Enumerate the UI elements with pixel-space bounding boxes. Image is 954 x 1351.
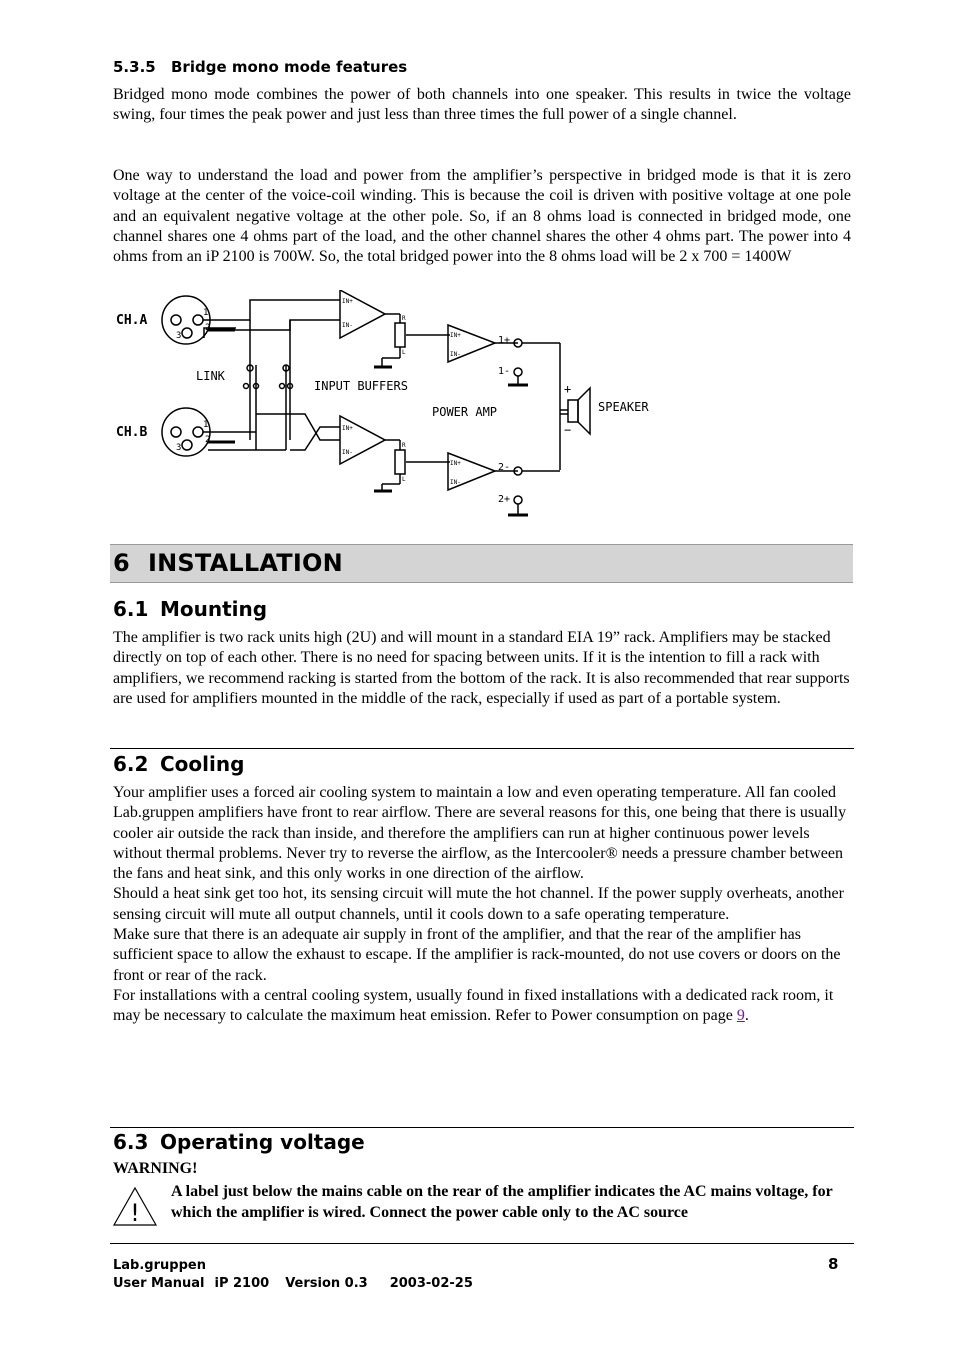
subsection-heading xyxy=(113,58,407,76)
chapter-number: 6 xyxy=(113,549,130,577)
volume-pot-b xyxy=(374,440,450,491)
output-1minus-label: 1- xyxy=(498,366,511,377)
link-label: LINK xyxy=(196,369,225,383)
cooling-paragraph-1: Your amplifier uses a forced air cooling system to maintain a low and even operating temperature. All fan cooled Lab.gruppen amplifiers have front to rear airflow. There are several reasons for this, one being that there is usually cooler air outside the rack than inside, and therefore the amplifiers can run at higher continuous power levels without thermal problems. Never try to reverse the airflow, as the Intercooler® needs a pressure chamber between the fans and heat sink, and this only works in one direction of the airflow. xyxy=(113,784,847,883)
output-2plus-label: 2+ xyxy=(498,494,511,505)
cooling-paragraph-3: Make sure that there is an adequate air supply in front of the amplifier, and that the rear of the amplifier has sufficient space to allow the exhaust to escape. If the amplifier is rack-mounted, do not use covers or doors on the front or rear of the rack. xyxy=(113,926,841,984)
bridge-paragraph-1: Bridged mono mode combines the power of both channels into one speaker. This results in twice the voltage swing, four times the peak power and just less than three times the full power of a single channel. xyxy=(113,86,851,124)
warning-text: A label just below the mains cable on the rear of the amplifier indicates the AC mains voltage, for which the amplifier is wired. Connect the power cable only to the AC source xyxy=(171,1183,833,1221)
speaker-label: SPEAKER xyxy=(598,400,649,414)
cooling-paragraph-2: Should a heat sink get too hot, its sensing circuit will mute the hot channel. If the power supply overheats, another sensing circuit will mute all output channels, until it cools down to a safe operating temperature. xyxy=(113,885,844,923)
svg-text:R: R xyxy=(402,442,406,449)
page-reference-link[interactable]: 9 xyxy=(736,1007,745,1025)
operating-voltage-heading: 6.3 Operating voltage xyxy=(113,1130,365,1154)
svg-text:L: L xyxy=(402,349,406,356)
svg-text:IN+: IN+ xyxy=(342,298,353,305)
channel-a-label: CH.A xyxy=(116,313,148,328)
bridge-mode-diagram xyxy=(110,290,670,525)
cooling-paragraph-4: For installations with a central cooling system, usually found in fixed installations with a dedicated rack room, it may be necessary to calculate the maximum heat emission. Refer to Power consumption on page 9. xyxy=(113,986,834,1025)
warning-title: WARNING! xyxy=(113,1160,198,1177)
svg-text:IN-: IN- xyxy=(450,351,461,358)
svg-text:3: 3 xyxy=(176,331,182,341)
chapter-title: INSTALLATION xyxy=(148,549,343,577)
svg-text:IN-: IN- xyxy=(450,479,461,486)
footer-document-info: User Manual iP 2100 Version 0.3 2003-02-25 xyxy=(113,1276,473,1291)
svg-text:IN-: IN- xyxy=(342,449,353,456)
cooling-heading: 6.2 Cooling xyxy=(113,752,245,776)
input-buffers-label: INPUT BUFFERS xyxy=(314,379,408,393)
section-divider xyxy=(110,748,854,749)
cooling-body xyxy=(113,783,851,1027)
power-amp-label: POWER AMP xyxy=(432,405,498,419)
link-switches xyxy=(244,365,293,389)
svg-text:2: 2 xyxy=(205,435,211,445)
svg-text:IN+: IN+ xyxy=(450,332,461,339)
warning-triangle-icon xyxy=(112,1185,158,1227)
bridge-paragraph-2: One way to understand the load and power from the amplifier’s perspective in bridged mode is that it is zero voltage at the center of the voice-coil winding. This is because the coil is driven with positive voltage at one pole and an equivalent negative voltage at the other pole. So, if an 8 ohms load is connected in bridged mode, one channel shares one 4 ohms part of the load, and the other channel shares the other 4 ohms part. The power into 4 ohms from an iP 2100 is 700W. So, the total bridged power into the 8 ohms load will be 2 x 700 = 1400W xyxy=(113,167,851,266)
input-buffer-a xyxy=(340,290,385,338)
page-number: 8 xyxy=(828,1255,839,1273)
output-1plus-label: 1+ xyxy=(498,335,511,346)
svg-text:!: ! xyxy=(127,1199,143,1227)
svg-text:2: 2 xyxy=(205,323,211,333)
subsection-title: Bridge mono mode features xyxy=(171,58,408,76)
svg-text:IN-: IN- xyxy=(342,322,353,329)
mounting-paragraph: The amplifier is two rack units high (2U) and will mount in a standard EIA 19” rack. Amplifiers may be stacked directly on top of each other. There is no need for spacing between units. If it is the intention to fill a rack with amplifiers, we recommend racking is started from the bottom of the rack. It is also recommended that rear supports are used for amplifiers mounted in the middle of the rack, especially if used as part of a portable system. xyxy=(113,629,850,707)
footer-company: Lab.gruppen xyxy=(113,1258,206,1273)
chapter-heading xyxy=(110,544,853,583)
speaker-plus: + xyxy=(564,382,572,396)
subsection-number: 5.3.5 xyxy=(113,58,156,76)
volume-pot-a xyxy=(374,314,450,367)
footer-divider xyxy=(110,1243,854,1244)
svg-text:1: 1 xyxy=(203,420,209,430)
svg-text:IN+: IN+ xyxy=(450,460,461,467)
speaker-minus: − xyxy=(564,423,572,437)
input-buffer-b xyxy=(340,416,385,464)
output-2minus-label: 2- xyxy=(498,462,511,473)
channel-b-label: CH.B xyxy=(116,425,148,440)
svg-text:1: 1 xyxy=(203,308,209,318)
svg-text:L: L xyxy=(402,476,406,483)
mounting-heading: 6.1 Mounting xyxy=(113,597,268,621)
svg-text:IN+: IN+ xyxy=(342,425,353,432)
section-divider xyxy=(110,1127,854,1128)
svg-text:R: R xyxy=(402,315,406,322)
svg-text:3: 3 xyxy=(176,443,182,453)
